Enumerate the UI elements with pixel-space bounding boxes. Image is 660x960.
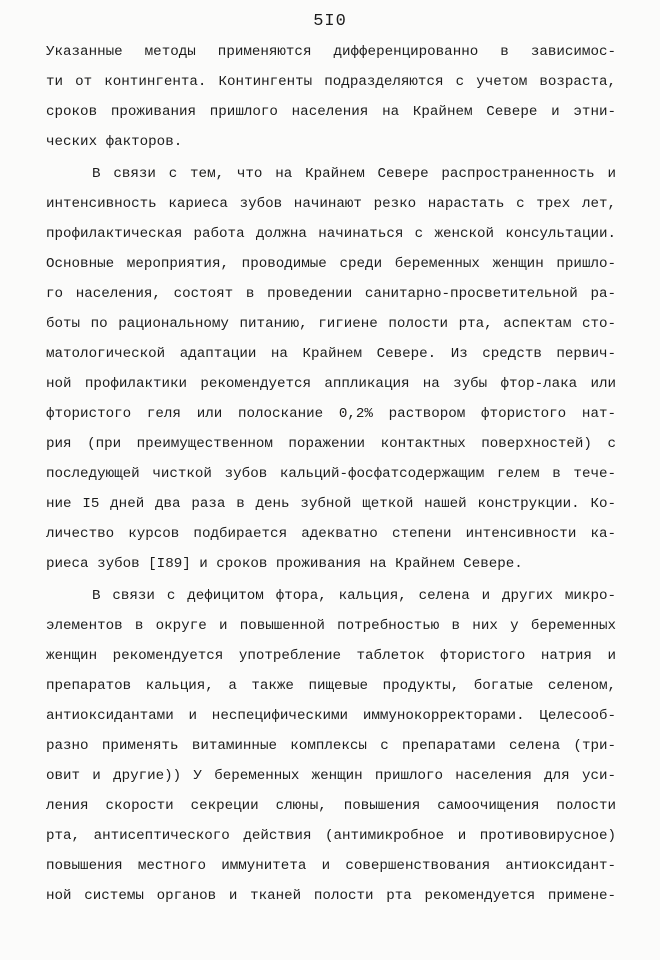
text-line: разно применять витаминные комплексы с препаратами селена (три- xyxy=(46,738,616,754)
text-line: ной профилактики рекомендуется аппликация на зубы фтор-лака или xyxy=(46,376,616,392)
text-line: элементов в округе и повышенной потребностью в них у беременных xyxy=(46,618,616,634)
text-line: ления скорости секреции слюны, повышения самоочищения полости xyxy=(46,798,616,814)
text-line: Основные мероприятия, проводимые среди беременных женщин пришло- xyxy=(46,256,616,272)
text-line: женщин рекомендуется употребление таблеток фтористого натрия и xyxy=(46,648,616,664)
text-line: ной системы органов и тканей полости рта рекомендуется примене- xyxy=(46,888,616,904)
text-line: го населения, состоят в проведении санитарно-просветительной ра- xyxy=(46,286,616,302)
text-line: повышения местного иммунитета и совершенствования антиоксидант- xyxy=(46,858,616,874)
text-line: В связи с дефицитом фтора, кальция, селена и других микро- xyxy=(92,588,616,604)
text-line: рия (при преимущественном поражении контактных поверхностей) с xyxy=(46,436,616,452)
page-number: 5I0 xyxy=(313,12,347,31)
text-line: ние I5 дней два раза в день зубной щеткой нашей конструкции. Ко- xyxy=(46,496,616,512)
text-line: боты по рациональному питанию, гигиене полости рта, аспектам сто- xyxy=(46,316,616,332)
text-line: Указанные методы применяются дифференцированно в зависимос- xyxy=(46,44,616,60)
text-line: препаратов кальция, а также пищевые продукты, богатые селеном, xyxy=(46,678,616,694)
text-line: фтористого геля или полоскание 0,2% раствором фтористого нат- xyxy=(46,406,616,422)
text-line: овит и другие)) У беременных женщин пришлого населения для уси- xyxy=(46,768,616,784)
text-line: В связи с тем, что на Крайнем Севере распространенность и xyxy=(92,166,616,182)
text-line: рта, антисептического действия (антимикробное и противовирусное) xyxy=(46,828,616,844)
text-line: матологической адаптации на Крайнем Севере. Из средств первич- xyxy=(46,346,616,362)
text-line: профилактическая работа должна начинаться с женской консультации. xyxy=(46,226,616,242)
text-line: последующей чисткой зубов кальций-фосфатсодержащим гелем в тече- xyxy=(46,466,616,482)
text-line: риеса зубов [I89] и сроков проживания на Крайнем Севере. xyxy=(46,556,523,572)
text-line: интенсивность кариеса зубов начинают резко нарастать с трех лет, xyxy=(46,196,616,212)
text-line: антиоксидантами и неспецифическими иммунокорректорами. Целесооб- xyxy=(46,708,616,724)
text-line: ческих факторов. xyxy=(46,134,183,150)
text-line: ти от контингента. Контингенты подразделяются с учетом возраста, xyxy=(46,74,616,90)
text-line: сроков проживания пришлого населения на Крайнем Севере и этни- xyxy=(46,104,616,120)
text-line: личество курсов подбирается адекватно степени интенсивности ка- xyxy=(46,526,616,542)
